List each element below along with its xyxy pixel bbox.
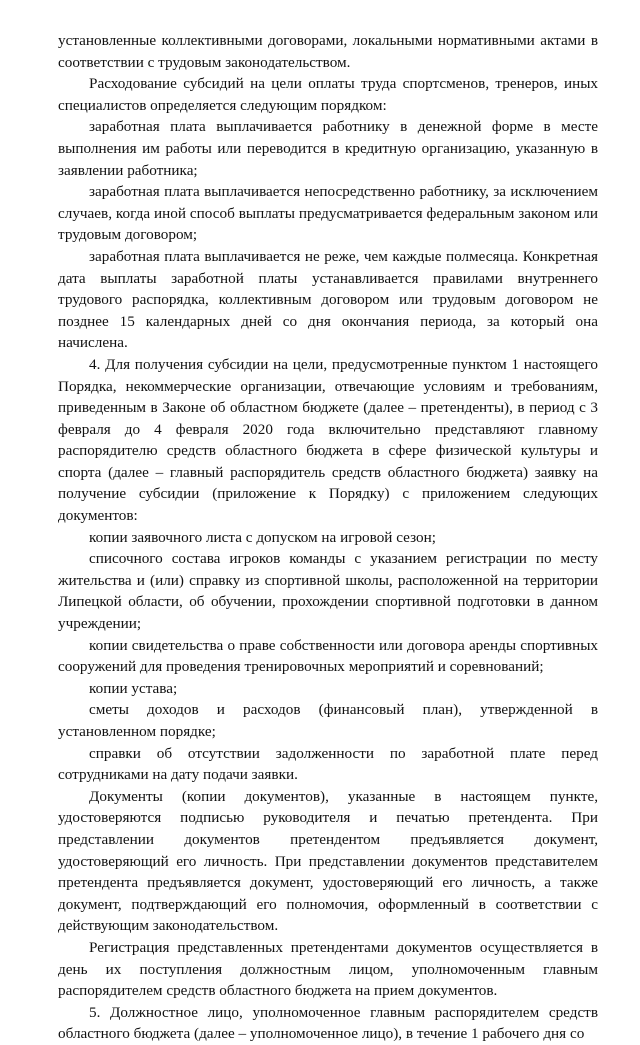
list-item-no-debt-certificate: справки об отсутствии задолженности по заработной плате перед сотрудниками на дату подачи заявки. [58, 744, 598, 784]
list-item-application-sheet: копии заявочного листа с допуском на игровой сезон; [89, 528, 436, 546]
paragraph-clause-5: 5. Должностное лицо, уполномоченное главным распорядителем средств областного бюджета (далее – уполномоченное лицо), в течение 1 рабочего дня со [58, 1003, 598, 1043]
paragraph-continuation: установленные коллективными договорами, локальными нормативными актами в соответствии с трудовым законодательством. [58, 32, 598, 71]
paragraph-clause-4: 4. Для получения субсидии на цели, предусмотренные пунктом 1 настоящего Порядка, некоммерческие организации, отвечающие условиям и требованиям, приведенным в Законе об областном бюджете (далее – претенденты), в период с 3 февраля до 4 февраля 2020 года включительно представляют главному распорядителю средств областного бюджета в сфере физической культуры и спорта (далее – главный распорядитель средств областного бюджета) заявку на получение субсидии (приложение к Порядку) с приложением следующих документов: [58, 355, 598, 525]
paragraph-document-certification: Документы (копии документов), указанные в настоящем пункте, удостоверяются подписью руководителя и печатью претендента. При представлении документов претендентом предъявляется документ, удостоверяющий его личность. При представлении документов представителем претендента предъявляется документ, удостоверяющий его личность, а также документ, подтверждающий его полномочия, оформленный в соответствии с действующим законодательством. [58, 787, 598, 935]
paragraph-salary-frequency: заработная плата выплачивается не реже, чем каждые полмесяца. Конкретная дата выплаты заработной платы устанавливается правилами внутреннего трудового распорядка, коллективным договором или трудовым договором не позднее 15 календарных дней со дня окончания периода, за который она начислена. [58, 247, 598, 352]
paragraph-salary-direct-payment: заработная плата выплачивается непосредственно работнику, за исключением случаев, когда иной способ выплаты предусматривается федеральным законом или трудовым договором; [58, 183, 598, 244]
list-item-team-roster: списочного состава игроков команды с указанием регистрации по месту жительства и (или) справку из спортивной школы, расположенной на территории Липецкой области, об обучении, прохождении спортивной подготовки в данном учреждении; [58, 550, 598, 633]
list-item-property-certificate: копии свидетельства о праве собственности или договора аренды спортивных сооружений для проведения тренировочных мероприятий и соревнований; [58, 636, 598, 676]
paragraph-document-registration: Регистрация представленных претендентами документов осуществляется в день их поступления должностным лицом, уполномоченным главным распорядителем средств областного бюджета на прием документов. [58, 938, 598, 1000]
paragraph-salary-payment-form: заработная плата выплачивается работнику в денежной форме в месте выполнения им работы или переводится в кредитную организацию, указанную в заявлении работника; [58, 118, 598, 179]
list-item-budget-estimate: сметы доходов и расходов (финансовый план), утвержденной в установленном порядке; [58, 701, 598, 740]
paragraph-subsidy-spending-order: Расходование субсидий на цели оплаты труда спортсменов, тренеров, иных специалистов определяется следующим порядком: [58, 75, 598, 114]
list-item-charter-copies: копии устава; [89, 679, 178, 697]
document-page [58, 30, 598, 1045]
